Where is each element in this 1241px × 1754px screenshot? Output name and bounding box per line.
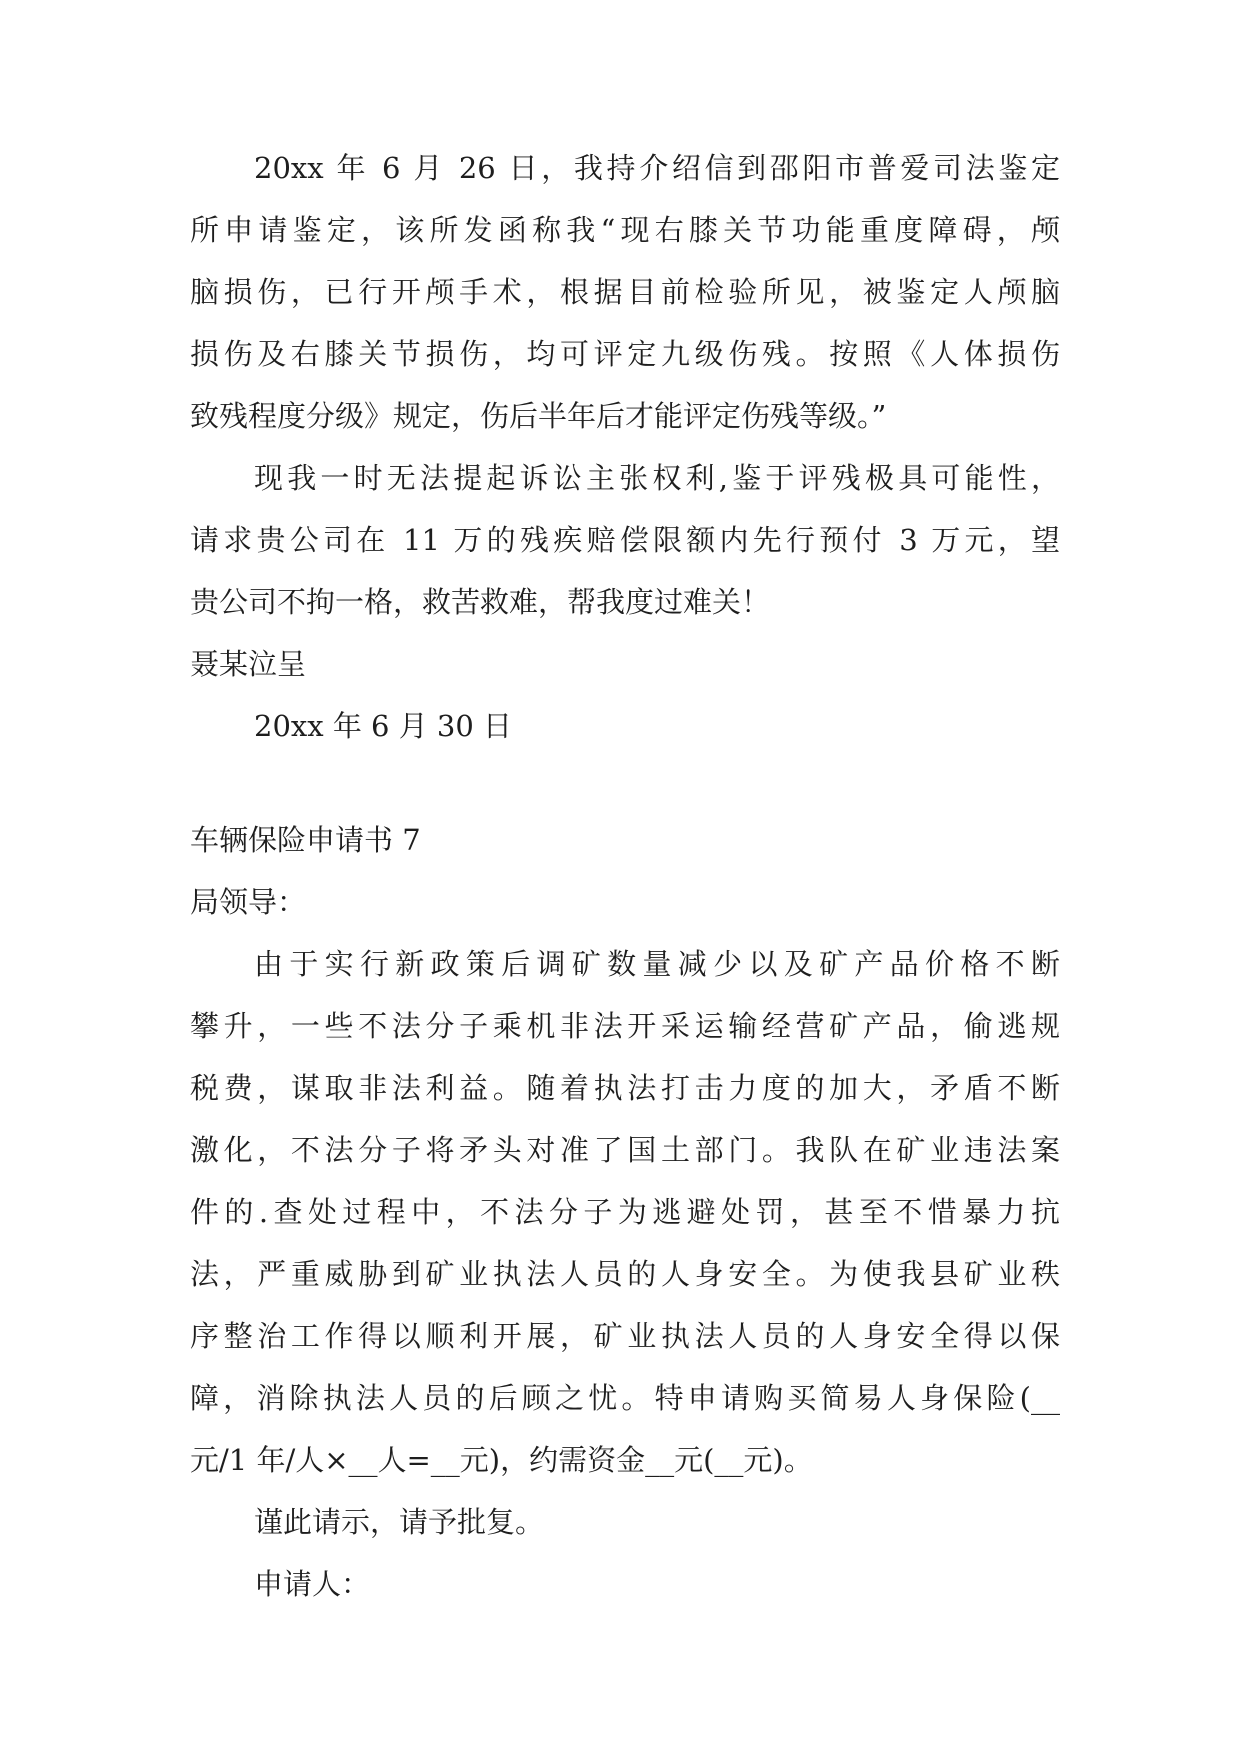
paragraph-line: 件的.查处过程中，不法分子为逃避处罚，甚至不惜暴力抗 bbox=[190, 1195, 1060, 1229]
paragraph-line: 法，严重威胁到矿业执法人员的人身安全。为使我县矿业秩 bbox=[190, 1257, 1060, 1291]
closing-line: 谨此请示，请予批复。 bbox=[254, 1505, 545, 1539]
paragraph-line: 现我一时无法提起诉讼主张权利,鉴于评残极具可能性， bbox=[254, 461, 1060, 495]
paragraph-line: 攀升，一些不法分子乘机非法开采运输经营矿产品，偷逃规 bbox=[190, 1009, 1060, 1043]
paragraph-line: 所申请鉴定，该所发函称我“现右膝关节功能重度障碍，颅 bbox=[190, 213, 1060, 247]
paragraph-line: 序整治工作得以顺利开展，矿业执法人员的人身安全得以保 bbox=[190, 1319, 1060, 1353]
section-title: 车辆保险申请书 7 bbox=[190, 823, 421, 857]
paragraph-line: 请求贵公司在 11 万的残疾赔偿限额内先行预付 3 万元，望 bbox=[190, 523, 1060, 557]
signature-date: 20xx 年 6 月 30 日 bbox=[254, 709, 513, 743]
paragraph-line: 20xx 年 6 月 26 日，我持介绍信到邵阳市普爱司法鉴定 bbox=[254, 151, 1060, 185]
paragraph-line: 由于实行新政策后调矿数量减少以及矿产品价格不断 bbox=[254, 947, 1060, 981]
paragraph-line: 激化，不法分子将矛头对准了国土部门。我队在矿业违法案 bbox=[190, 1133, 1060, 1167]
paragraph-line: 脑损伤，已行开颅手术，根据目前检验所见，被鉴定人颅脑 bbox=[190, 275, 1060, 309]
paragraph-line: 损伤及右膝关节损伤，均可评定九级伤残。按照《人体损伤 bbox=[190, 337, 1060, 371]
paragraph-line: 障，消除执法人员的后顾之忧。特申请购买简易人身保险(__ bbox=[190, 1381, 1060, 1415]
paragraph-line: 税费，谋取非法利益。随着执法打击力度的加大，矛盾不断 bbox=[190, 1071, 1060, 1105]
signature: 聂某泣呈 bbox=[190, 647, 307, 681]
applicant-label: 申请人： bbox=[254, 1567, 371, 1601]
paragraph-line: 元/1 年/人×__人=__元)，约需资金__元(__元)。 bbox=[190, 1443, 813, 1477]
paragraph-line: 贵公司不拘一格，救苦救难，帮我度过难关！ bbox=[190, 585, 771, 619]
salutation: 局领导： bbox=[190, 885, 307, 919]
paragraph-line: 致残程度分级》规定，伤后半年后才能评定伤残等级。” bbox=[190, 399, 887, 433]
